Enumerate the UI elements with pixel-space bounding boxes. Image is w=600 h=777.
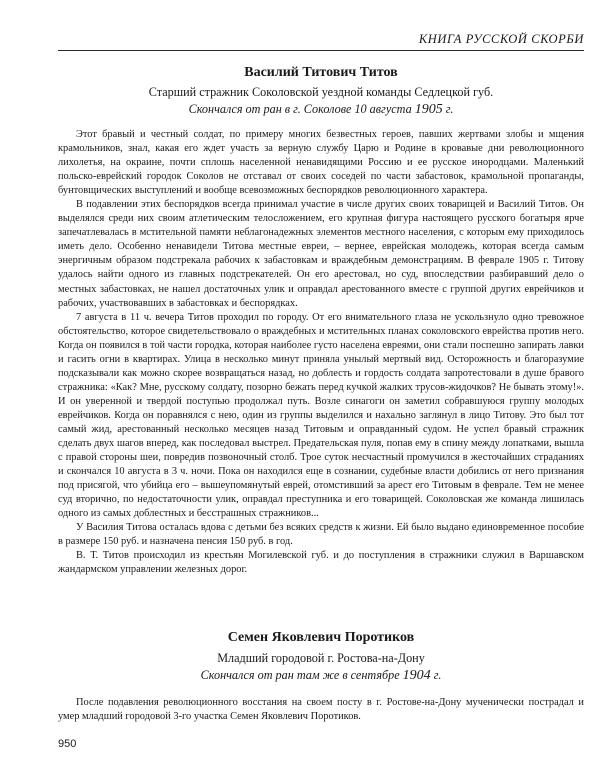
entry-death-note [58,667,584,684]
death-suffix: г. [445,102,454,116]
paragraph: После подавления революционного восстания на своем посту в г. Ростове-на-Дону мученически пострадал и умер младший городовой 3-го участка Семен Яковлевич Поротиков. [58,697,584,723]
entry-name: Василий Титович Титов [244,65,398,80]
death-year: 1904 [402,668,431,683]
header-rule [58,50,584,51]
page-number: 950 [58,738,77,750]
paragraph: 7 августа в 11 ч. вечера Титов проходил по городу. От его внимательного глаза не ускользнуло одно тревожное обстоятельство, которое свидетельствовало о враждебных и мстительных планах соколовского еврейства против него. Когда он появился в той части городка, которая наиболее густо населена евреями, они стали поспешно запирать лавки и гасить огни в квартирах. Улица в несколько минут приняла унылый мертвый вид. Осторожность и благоразумие подсказывали как можно скорее возвращаться назад, но доблесть и гордость солдата запротестовали в душе бравого стражника: «Как? Мне, русскому солдату, позорно бежать перед кучкой жалких трусов-жидочков? Не бывать этому!». И он уверенной и твердой поступью продолжал путь. Возле синагоги он заметил собравшуюся группу молодых еврейчиков. Когда он поравнялся с нею, один из группы выделился и нахально заглянул в лицо Титову. Это был тот самый жид, арестованный несколько месяцев назад Титовым и оправданный судом. Не успел бравый стражник сделать двух шагов вперед, как последовал выстрел. Предательская пуля, попав ему в спину между лопатками, вышла с правой стороны шеи, повредив позвоночный столб. Трое суток несчастный промучился в жесточайших страданиях и скончался 10 августа в 3 ч. ночи. Пока он находился еще в сознании, судебные власти добились от него признания под присягой, что убийца его – вышеупомянутый еврей, отомстивший за арест его Титовым в феврале. Тем не менее суд вторично, по недостаточности улик, оправдал преступника и его товарищей. Соколовская же команда лишилась одного из самых доблестных и бесстрашных стражников... [58,311,584,520]
entry-titov [58,64,584,578]
paragraph: Этот бравый и честный солдат, по примеру многих безвестных героев, павших жертвами злобы и мщения крамольников, знал, какая его ждет участь за верную службу Царю и Родине в кровавые дни революционного лихолетья, на окраине, почти сплошь населенной ненавидящими Россию и ее русское инородцами. Маленький польско-еврейский городок Соколов не отставал от своих соседей по части забастовок, крамольной пропаганды, бунтовщических выступлений и вообще всевозможных беспорядков революционного характера. [58,129,584,197]
entry-death-note [58,101,584,118]
death-suffix: г. [433,668,442,682]
death-year: 1905 [414,102,443,117]
entry-body [58,128,584,578]
death-prefix: Скончался от ран в г. Соколове 10 августа [188,102,412,116]
entry-position: Старший стражник Соколовской уездной команды Седлецкой губ. [148,85,494,99]
running-head: КНИГА РУССКОЙ СКОРБИ [418,32,584,46]
entry-position: Младший городовой г. Ростова-на-Дону [217,651,425,665]
entry-porotikov [58,629,584,724]
entry-name: Семен Яковлевич Поротиков [227,630,415,645]
entry-body [58,696,584,724]
paragraph: В. Т. Титов происходил из крестьян Могилевской губ. и до поступления в стражники служил в Варшавском жандармском управлении железных дорог. [58,550,584,576]
paragraph: В подавлении этих беспорядков всегда принимал участие в числе других своих товарищей и Василий Титов. Он выделялся среди них своим атлетическим телосложением, его крупная фигура настоящего русского богатыря ярче запечатлевалась в мстительной памяти неблагонадежных элементов местного населения, с которым ему приходилось иметь дело. Особенно ненавидели Титова местные евреи, – вернее, еврейская молодежь, которая всегда самым энергичным образом подстрекала рабочих к забастовкам и враждебным демонстрациям. В феврале 1905 г. Титову удалось найти одного из главных подстрекателей. Он его арестовал, но суд, впоследствии разбиравший дело о местных забастовках, не нашел достаточных улик и оправдал арестованного вместе с группой других еврейчиков и рабочих, участвовавших в забастовках и беспорядках. [58,199,584,309]
paragraph: У Василия Титова осталась вдова с детьми без всяких средств к жизни. Ей было выдано единовременное пособие в размере 150 руб. и назначена пенсия 150 руб. в год. [58,522,584,548]
death-prefix: Скончался от ран там же в сентябре [200,668,400,682]
